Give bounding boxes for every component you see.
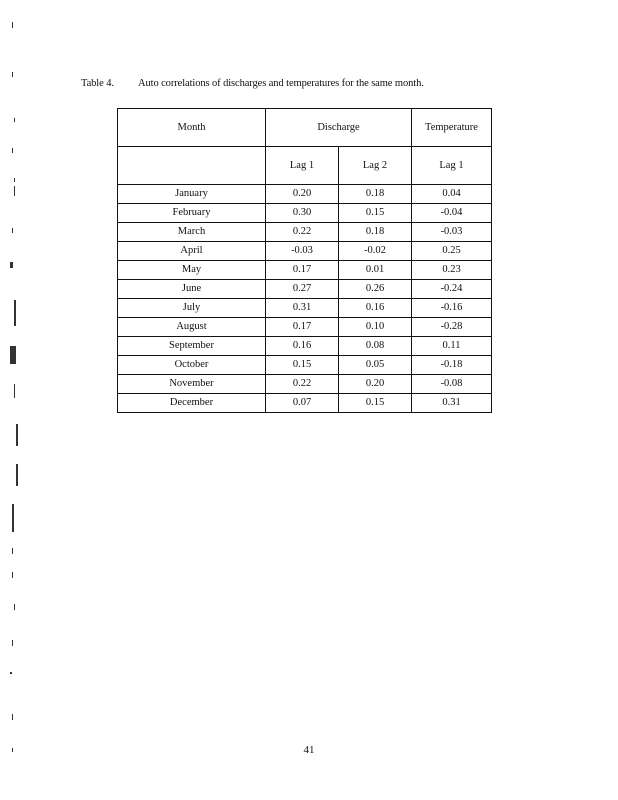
table-label: Table 4. (81, 78, 114, 89)
cell-discharge-lag2: -0.02 (339, 242, 412, 261)
cell-discharge-lag1: 0.16 (266, 337, 339, 356)
page-number: 41 (303, 744, 315, 756)
cell-discharge-lag2: 0.15 (339, 204, 412, 223)
cell-discharge-lag2: 0.15 (339, 394, 412, 413)
cell-month: October (118, 356, 266, 375)
table-row (118, 375, 492, 394)
cell-discharge-lag2: 0.08 (339, 337, 412, 356)
cell-temperature-lag1: 0.23 (412, 261, 492, 280)
cell-month: May (118, 261, 266, 280)
cell-discharge-lag1: 0.20 (266, 185, 339, 204)
cell-discharge-lag1: 0.15 (266, 356, 339, 375)
header-empty (118, 147, 266, 185)
table-row (118, 356, 492, 375)
cell-temperature-lag1: -0.18 (412, 356, 492, 375)
cell-month: March (118, 223, 266, 242)
cell-discharge-lag1: 0.30 (266, 204, 339, 223)
table-row (118, 242, 492, 261)
cell-temperature-lag1: -0.24 (412, 280, 492, 299)
cell-month: August (118, 318, 266, 337)
cell-temperature-lag1: 0.04 (412, 185, 492, 204)
cell-discharge-lag1: 0.27 (266, 280, 339, 299)
cell-discharge-lag1: 0.22 (266, 223, 339, 242)
header-discharge-lag1: Lag 1 (266, 147, 339, 185)
cell-discharge-lag1: 0.22 (266, 375, 339, 394)
cell-discharge-lag2: 0.18 (339, 223, 412, 242)
cell-temperature-lag1: -0.16 (412, 299, 492, 318)
cell-discharge-lag2: 0.18 (339, 185, 412, 204)
cell-discharge-lag1: 0.31 (266, 299, 339, 318)
cell-temperature-lag1: 0.31 (412, 394, 492, 413)
table-row (118, 318, 492, 337)
cell-temperature-lag1: 0.25 (412, 242, 492, 261)
table-row (118, 223, 492, 242)
cell-month: January (118, 185, 266, 204)
cell-month: December (118, 394, 266, 413)
cell-month: November (118, 375, 266, 394)
table-body (118, 185, 492, 413)
cell-temperature-lag1: -0.03 (412, 223, 492, 242)
table-row (118, 261, 492, 280)
cell-discharge-lag2: 0.20 (339, 375, 412, 394)
cell-discharge-lag1: 0.17 (266, 318, 339, 337)
header-temperature-lag1: Lag 1 (412, 147, 492, 185)
table-caption (81, 78, 424, 89)
cell-month: June (118, 280, 266, 299)
table-subheader-row (118, 147, 492, 185)
table-row (118, 337, 492, 356)
cell-temperature-lag1: -0.08 (412, 375, 492, 394)
table-row (118, 394, 492, 413)
cell-discharge-lag1: 0.17 (266, 261, 339, 280)
cell-month: July (118, 299, 266, 318)
cell-discharge-lag2: 0.16 (339, 299, 412, 318)
header-discharge: Discharge (266, 109, 412, 147)
cell-month: April (118, 242, 266, 261)
table-header-row (118, 109, 492, 147)
cell-temperature-lag1: -0.04 (412, 204, 492, 223)
cell-discharge-lag2: 0.05 (339, 356, 412, 375)
cell-month: September (118, 337, 266, 356)
cell-temperature-lag1: -0.28 (412, 318, 492, 337)
cell-discharge-lag2: 0.01 (339, 261, 412, 280)
header-discharge-lag2: Lag 2 (339, 147, 412, 185)
table-row (118, 185, 492, 204)
cell-discharge-lag1: 0.07 (266, 394, 339, 413)
table-caption-text: Auto correlations of discharges and temperatures for the same month. (138, 78, 424, 89)
cell-discharge-lag2: 0.26 (339, 280, 412, 299)
header-temperature: Temperature (412, 109, 492, 147)
table-row (118, 204, 492, 223)
cell-temperature-lag1: 0.11 (412, 337, 492, 356)
header-month: Month (118, 109, 266, 147)
table-row (118, 299, 492, 318)
table-row (118, 280, 492, 299)
cell-discharge-lag2: 0.10 (339, 318, 412, 337)
autocorrelation-table (117, 108, 492, 413)
cell-month: February (118, 204, 266, 223)
cell-discharge-lag1: -0.03 (266, 242, 339, 261)
